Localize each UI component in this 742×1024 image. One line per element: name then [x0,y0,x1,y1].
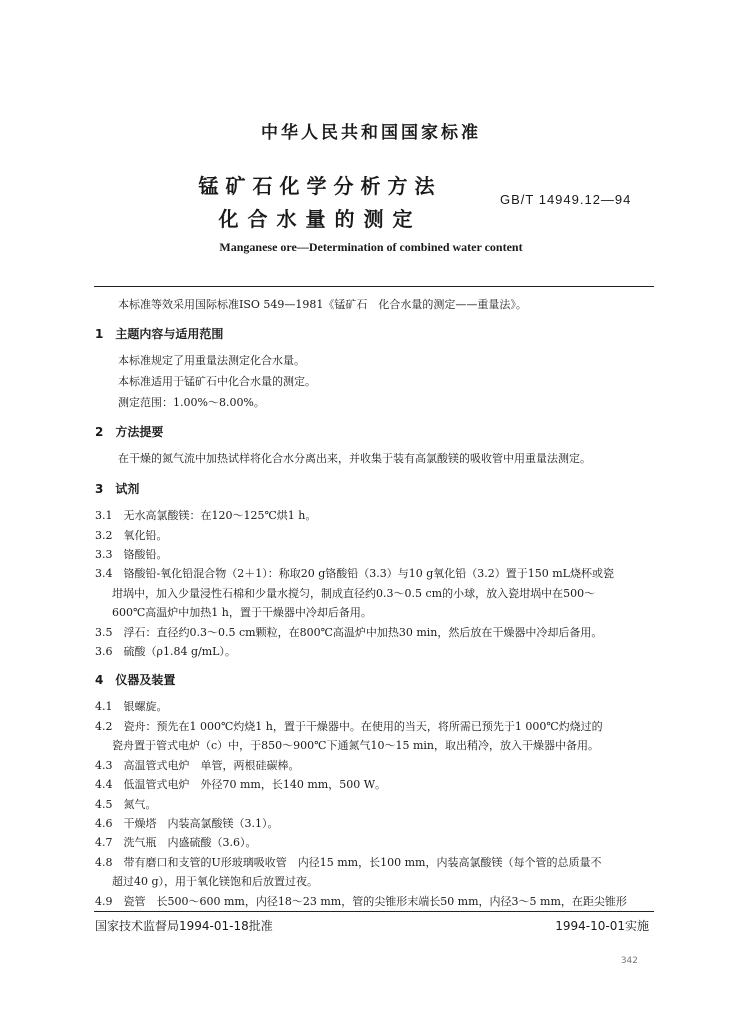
item-3-2: 3.2 氧化铅。 [95,529,168,542]
item-4-6: 4.6 干燥塔 内装高氯酸镁（3.1）。 [95,817,279,830]
item-3-4-line1: 3.4 铬酸铅-氧化铅混合物（2＋1）：称取20 g铬酸铅（3.3）与10 g氧化铅（3.2）置于150 mL烧杯或瓷 [95,567,614,580]
item-4-3: 4.3 高温管式电炉 单管，两根硅碳棒。 [95,759,300,772]
item-3-4-line2: 坩埚中，加入少量浸性石棉和少量水搅匀，制成直径约0.3～0.5 cm的小球，放入瓷坩埚中在500～ [112,587,596,600]
item-4-8-line2: 超过40 g），用于氧化镁饱和后放置过夜。 [112,875,319,888]
item-4-8-line1: 4.8 带有磨口和支管的U形玻璃吸收管 内径15 mm，长100 mm，内装高氯酸镁（每个管的总质量不 [95,856,602,869]
top-divider [94,286,654,287]
intro-paragraph: 本标准等效采用国际标准ISO 549—1981《锰矿石 化合水量的测定——重量法》。 [118,298,527,311]
section-4-heading: 4 仪器及装置 [95,673,176,687]
national-standard-heading: 中华人民共和国国家标准 [261,123,481,143]
item-4-2-line2: 瓷舟置于管式电炉（c）中，于850～900℃下通氮气10～15 min，取出稍冷，放入干燥器中备用。 [112,739,599,752]
page-number: 342 [620,956,638,966]
section-2-para-1: 在干燥的氮气流中加热试样将化合水分离出来，并收集于装有高氯酸镁的吸收管中用重量法测定。 [118,452,591,465]
section-1-para-1: 本标准规定了用重量法测定化合水量。 [118,354,305,367]
item-4-5: 4.5 氮气。 [95,798,157,811]
standard-number: GB/T 14949.12—94 [500,192,632,207]
item-4-2-line1: 4.2 瓷舟：预先在1 000℃灼烧1 h，置于干燥器中。在使用的当天，将所需已预先于1 000℃灼烧过的 [95,720,603,733]
item-4-7: 4.7 洗气瓶 内盛硫酸（3.6）。 [95,836,257,849]
section-1-para-3: 测定范围：1.00%～8.00%。 [118,396,265,409]
section-1-para-2: 本标准适用于锰矿石中化合水量的测定。 [118,375,316,388]
item-4-9: 4.9 瓷管 长500～600 mm，内径18～23 mm，管的尖锥形末端长50 mm，内径3～5 mm，在距尖锥形 [95,895,627,908]
implementation-date: 1994-10-01实施 [555,919,649,933]
item-3-3: 3.3 铬酸铅。 [95,548,168,561]
item-3-5: 3.5 浮石：直径约0.3～0.5 cm颗粒，在800℃高温炉中加热30 min，然后放在干燥器中冷却后备用。 [95,626,603,639]
document-title-line2: 化合水量的测定 [218,207,422,231]
section-1-heading: 1 主题内容与适用范围 [95,327,224,341]
bottom-divider [94,911,654,912]
item-3-1: 3.1 无水高氯酸镁：在120～125℃烘1 h。 [95,509,317,522]
item-4-1: 4.1 银螺旋。 [95,700,168,713]
english-title: Manganese ore—Determination of combined water content [219,240,523,254]
section-3-heading: 3 试剂 [95,482,140,496]
item-3-4-line3: 600℃高温炉中加热1 h，置于干燥器中冷却后备用。 [112,606,372,619]
approval-date: 国家技术监督局1994-01-18批准 [95,919,273,933]
document-title-line1: 锰矿石化学分析方法 [198,174,442,198]
item-4-4: 4.4 低温管式电炉 外径70 mm，长140 mm，500 W。 [95,778,386,791]
section-2-heading: 2 方法提要 [95,425,164,439]
item-3-6: 3.6 硫酸（ρ1.84 g/mL）。 [95,645,236,658]
